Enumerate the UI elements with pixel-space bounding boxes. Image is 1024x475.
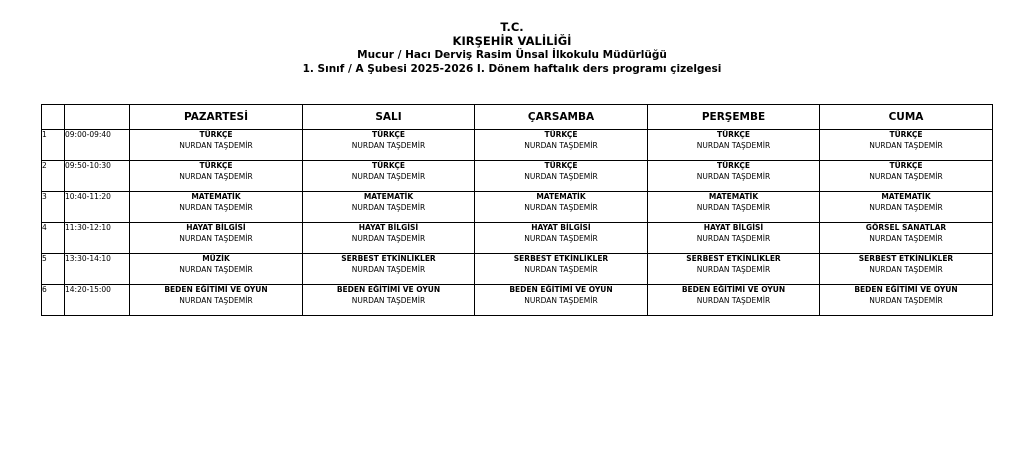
lesson-cell [303, 285, 475, 316]
lesson-subject: BEDEN EĞİTİMİ VE OYUN [164, 285, 268, 294]
lesson-teacher: NURDAN TAŞDEMİR [179, 296, 253, 305]
lesson-teacher: NURDAN TAŞDEMİR [696, 265, 771, 274]
lesson-cell [820, 223, 993, 254]
lesson-cell [303, 223, 475, 254]
period-time: 10:40-11:20 [65, 192, 130, 223]
schedule-row [42, 130, 993, 161]
lesson-cell [475, 254, 648, 285]
lesson-teacher: NURDAN TAŞDEMİR [524, 172, 598, 181]
lesson-teacher: NURDAN TAŞDEMİR [179, 172, 253, 181]
lesson-subject: MATEMATİK [708, 192, 759, 201]
lesson-teacher: NURDAN TAŞDEMİR [351, 265, 426, 274]
period-number: 2 [42, 161, 65, 192]
lesson-cell [130, 285, 303, 316]
lesson-subject: BEDEN EĞİTİMİ VE OYUN [336, 285, 441, 294]
lesson-cell [303, 254, 475, 285]
lesson-subject: SERBEST ETKİNLİKLER [686, 254, 781, 263]
lesson-teacher: NURDAN TAŞDEMİR [696, 296, 771, 305]
lesson-subject: TÜRKÇE [889, 161, 923, 170]
day-header: SALI [303, 105, 475, 130]
lesson-cell [475, 161, 648, 192]
lesson-subject: HAYAT BİLGİSİ [531, 223, 591, 232]
lesson-subject: TÜRKÇE [544, 161, 578, 170]
lesson-subject: TÜRKÇE [371, 161, 406, 170]
lesson-cell [130, 192, 303, 223]
lesson-teacher: NURDAN TAŞDEMİR [179, 203, 253, 212]
lesson-cell [648, 285, 820, 316]
lesson-teacher: NURDAN TAŞDEMİR [524, 296, 598, 305]
lesson-cell [303, 130, 475, 161]
lesson-subject: SERBEST ETKİNLİKLER [513, 254, 609, 263]
lesson-teacher: NURDAN TAŞDEMİR [869, 265, 943, 274]
lesson-teacher: NURDAN TAŞDEMİR [524, 265, 598, 274]
lesson-subject: TÜRKÇE [199, 161, 233, 170]
lesson-cell [648, 254, 820, 285]
lesson-subject: MATEMATİK [536, 192, 586, 201]
lesson-subject: TÜRKÇE [371, 130, 406, 139]
lesson-cell [303, 161, 475, 192]
lesson-teacher: NURDAN TAŞDEMİR [179, 234, 253, 243]
lesson-subject: TÜRKÇE [199, 130, 233, 139]
day-header: ÇARSAMBA [475, 105, 648, 130]
period-number: 4 [42, 223, 65, 254]
lesson-cell [303, 192, 475, 223]
schedule-body [42, 130, 993, 316]
lesson-subject: TÜRKÇE [716, 130, 751, 139]
lesson-cell [130, 223, 303, 254]
lesson-teacher: NURDAN TAŞDEMİR [696, 203, 771, 212]
schedule-row [42, 254, 993, 285]
lesson-cell [130, 254, 303, 285]
lesson-cell [475, 285, 648, 316]
period-number: 1 [42, 130, 65, 161]
header-governorship: KIRŞEHİR VALİLİĞİ [452, 34, 572, 48]
lesson-cell [475, 192, 648, 223]
day-header: PERŞEMBE [648, 105, 820, 130]
lesson-teacher: NURDAN TAŞDEMİR [351, 296, 426, 305]
lesson-teacher: NURDAN TAŞDEMİR [351, 203, 426, 212]
period-time: 09:50-10:30 [65, 161, 130, 192]
lesson-teacher: NURDAN TAŞDEMİR [351, 141, 426, 150]
lesson-teacher: NURDAN TAŞDEMİR [869, 141, 943, 150]
day-header: CUMA [820, 105, 993, 130]
blank-header-index [42, 105, 65, 130]
lesson-cell [648, 161, 820, 192]
lesson-cell [820, 161, 993, 192]
lesson-teacher: NURDAN TAŞDEMİR [696, 141, 771, 150]
lesson-subject: TÜRKÇE [716, 161, 751, 170]
lesson-cell [130, 130, 303, 161]
document-header [0, 20, 1024, 76]
schedule-row [42, 192, 993, 223]
lesson-subject: BEDEN EĞİTİMİ VE OYUN [509, 285, 613, 294]
lesson-teacher: NURDAN TAŞDEMİR [524, 203, 598, 212]
lesson-teacher: NURDAN TAŞDEMİR [869, 203, 943, 212]
blank-header-time [65, 105, 130, 130]
lesson-subject: MATEMATİK [191, 192, 241, 201]
schedule-row [42, 285, 993, 316]
lesson-teacher: NURDAN TAŞDEMİR [351, 172, 426, 181]
lesson-subject: TÜRKÇE [889, 130, 923, 139]
period-time: 14:20-15:00 [65, 285, 130, 316]
lesson-cell [130, 161, 303, 192]
lesson-subject: MÜZİK [202, 254, 230, 263]
lesson-cell [820, 285, 993, 316]
period-number: 5 [42, 254, 65, 285]
day-header-row [42, 105, 993, 130]
lesson-teacher: NURDAN TAŞDEMİR [351, 234, 426, 243]
period-number: 6 [42, 285, 65, 316]
header-school: Mucur / Hacı Derviş Rasim Ünsal İlkokulu Müdürlüğü [357, 49, 667, 61]
period-time: 11:30-12:10 [65, 223, 130, 254]
lesson-cell [475, 130, 648, 161]
lesson-cell [648, 192, 820, 223]
lesson-subject: SERBEST ETKİNLİKLER [858, 254, 954, 263]
period-time: 13:30-14:10 [65, 254, 130, 285]
lesson-subject: BEDEN EĞİTİMİ VE OYUN [854, 285, 958, 294]
lesson-cell [820, 192, 993, 223]
schedule-row [42, 161, 993, 192]
lesson-teacher: NURDAN TAŞDEMİR [696, 234, 771, 243]
lesson-subject: MATEMATİK [363, 192, 414, 201]
schedule-table [41, 104, 993, 316]
lesson-teacher: NURDAN TAŞDEMİR [869, 172, 943, 181]
lesson-teacher: NURDAN TAŞDEMİR [524, 234, 598, 243]
lesson-cell [475, 223, 648, 254]
lesson-teacher: NURDAN TAŞDEMİR [696, 172, 771, 181]
lesson-subject: TÜRKÇE [544, 130, 578, 139]
lesson-subject: SERBEST ETKİNLİKLER [341, 254, 436, 263]
lesson-teacher: NURDAN TAŞDEMİR [869, 296, 943, 305]
day-header: PAZARTESİ [130, 105, 303, 130]
lesson-teacher: NURDAN TAŞDEMİR [179, 141, 253, 150]
lesson-cell [648, 223, 820, 254]
lesson-teacher: NURDAN TAŞDEMİR [179, 265, 253, 274]
header-title: 1. Sınıf / A Şubesi 2025-2026 I. Dönem haftalık ders programı çizelgesi [302, 63, 722, 75]
lesson-subject: HAYAT BİLGİSİ [186, 223, 246, 232]
lesson-subject: HAYAT BİLGİSİ [358, 223, 419, 232]
lesson-subject: MATEMATİK [881, 192, 931, 201]
schedule-row [42, 223, 993, 254]
period-time: 09:00-09:40 [65, 130, 130, 161]
lesson-subject: GÖRSEL SANATLAR [865, 223, 947, 232]
lesson-teacher: NURDAN TAŞDEMİR [524, 141, 598, 150]
lesson-cell [820, 254, 993, 285]
lesson-teacher: NURDAN TAŞDEMİR [869, 234, 943, 243]
period-number: 3 [42, 192, 65, 223]
lesson-cell [648, 130, 820, 161]
lesson-subject: HAYAT BİLGİSİ [703, 223, 764, 232]
lesson-subject: BEDEN EĞİTİMİ VE OYUN [681, 285, 786, 294]
header-country: T.C. [500, 20, 524, 34]
lesson-cell [820, 130, 993, 161]
